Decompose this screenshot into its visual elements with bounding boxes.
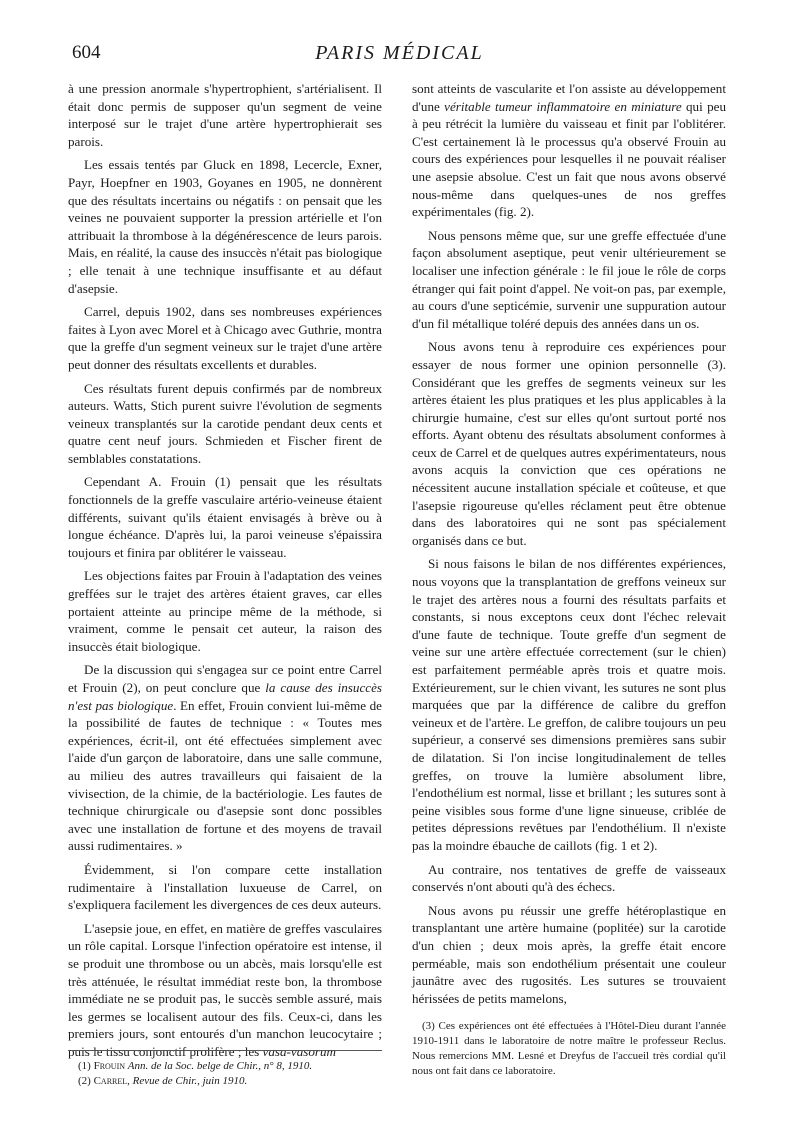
footnote-number: (1) (78, 1060, 91, 1072)
paragraph-text: L'asepsie joue, en effet, en matière de greffes vasculaires un rôle capital. Lorsque l'infection opératoire est intense, il se produit une thrombose ou un abcès, mais lorsqu'elle est très atténuée, le résultat immédiat reste bon, la thrombose immédiate ne se produit pas, le succès semble assuré, mais les germes se localisent autour des fils. Ceux-ci, dans les premiers jours, sont entourés d'un manchon leucocytaire ; puis le tissu conjonctif prolifère ; les (68, 920, 382, 1059)
paragraph: Carrel, depuis 1902, dans ses nombreuses expériences faites à Lyon avec Morel et à Chicago avec Guthrie, montra que la greffe d'un segment veineux sur le trajet d'une artère peut donner des résultats excellents et durables. (68, 304, 382, 372)
paragraph: Nous avons pu réussir une greffe hétéroplastique en transplantant une artère humaine (poplitée) sur la carotide d'un chien ; deux mois après, la greffe était encore perméable, mais son endothélium présentait une couleur jaunâtre avec des rugosités. Les sutures se trouvaient hérissées de petits mamelons, (412, 902, 726, 1006)
footnotes (68, 1050, 382, 1089)
paragraph: Au contraire, nos tentatives de greffe de vaisseaux conservés n'ont abouti qu'à des échecs. (412, 861, 726, 895)
paragraph: Nous avons tenu à reproduire ces expériences pour essayer de nous former une opinion personnelle (3). Considérant que les greffes de segments veineux sur les artères étaient les plus pratiques et les plus applicables à la chirurgie humaine, c'est sur elles qu'ont surtout porté nos efforts. Ayant obtenu des résultats absolument conformes à ceux de Carrel et de quelques autres expérimentateurs, nous avons acquis la conviction que ces opérations ne nécessitent aucune installation spéciale et coûteuse, et que l'asepsie rigoureuse qu'elles réclament peut être obtenue dans des laboratoires qui ne sont pas spécialement organisés dans ce but. (412, 339, 726, 548)
footnote-3 (412, 1019, 726, 1079)
right-column (412, 80, 726, 1013)
emphasis-text: véritable tumeur inflammatoire en miniature (444, 98, 682, 114)
paragraph: Nous pensons même que, sur une greffe effectuée d'une façon absolument aseptique, peut venir ultérieurement se localiser une infection générale : le fil joue le rôle de corps étranger qui fait point d'appel. Ne voit-on pas, par exemple, au cours d'une septicémie, survenir une suppuration autour d'un fil métallique toléré depuis des années dans un os. (412, 227, 726, 331)
paragraph: Les essais tentés par Gluck en 1898, Lecercle, Exner, Payr, Hoepfner en 1903, Goyanes en 1905, ne donnèrent que des résultats incertains ou négatifs : on pensait que les veines ne pouvaient supporter la pression artérielle et l'on attribuait la thrombose à la dégénérescence de leurs parois. Mais, en réalité, la cause des insuccès n'était pas biologique ; elle tenait à une technique insuffisante et au défaut d'asepsie. (68, 157, 382, 296)
footnote-source: Ann. de la Soc. belge de Chir., n° 8, 1910. (127, 1060, 313, 1072)
footnote-author: Carrel, (93, 1075, 130, 1087)
paragraph-text: De la discussion qui s'engagea sur ce point entre Carrel et Frouin (2), on peut conclure que (68, 662, 382, 695)
paragraph: Si nous faisons le bilan de nos différentes expériences, nous voyons que la transplantation de greffons veineux sur le trajet des artères nous a fourni des résultats parfaits et constants, si nous exceptons ceux dont l'échec relevait d'une faute de technique. Toute greffe d'un segment de veine sur une artère effectuée correctement (sur le chien) est parfaitement perméable après trois et quatre mois. Extérieurement, sur le chien vivant, les sutures ne sont plus marquées que par la différence de calibre du greffon veineux et de l'artère. Le greffon, de calibre toujours un peu supérieur, a conservé ses dimensions premières sans subir de dilatation. Si l'on incise longitudinalement de telles greffes, on trouve la lumière absolument libre, l'endothélium est normal, lisse et brillant ; les sutures sont à peine visibles sous forme d'une ligne sinueuse, criblée de petites dépressions revêtues par l'endothélium. Il n'existe pas la moindre ébauche de caillots (fig. 1 et 2). (412, 556, 726, 853)
paragraph: Évidemment, si l'on compare cette installation rudimentaire à l'installation luxueuse de Carrel, on s'expliquera facilement les divergences de ces deux auteurs. (68, 861, 382, 913)
paragraph (68, 661, 382, 855)
footnote-number: (2) (78, 1075, 91, 1087)
footnote-1 (68, 1059, 382, 1074)
paragraph: Cependant A. Frouin (1) pensait que les résultats fonctionnels de la greffe vasculaire artério-veineuse étaient différents, suivant qu'ils étaient envisagés à brève ou à longue échéance. D'après lui, la paroi veineuse s'épaissira toujours et finira par oblitérer le vaisseau. (68, 474, 382, 560)
footnote-text: (3) Ces expériences ont été effectuées à l'Hôtel-Dieu durant l'année 1910-1911 dans le laboratoire de notre maître le professeur Reclus. Nous remercions MM. Lesné et Dreyfus de l'accueil très cordial qu'il nous ont fait dans ce laboratoire. (412, 1020, 726, 1077)
paragraph (412, 80, 726, 221)
journal-title: PARIS MÉDICAL (315, 42, 484, 64)
paragraph: à une pression anormale s'hypertrophient, s'artérialisent. Il était donc permis de supposer qu'un segment de veine interposé sur le trajet d'une artère hypertrophierait ses parois. (68, 81, 382, 149)
paragraph (68, 920, 382, 1061)
footnote-source: Revue de Chir., juin 1910. (132, 1075, 248, 1087)
paragraph-text: sont atteints de vascularite et l'on assiste au développement d'une (412, 81, 726, 114)
paragraph: Les objections faites par Frouin à l'adaptation des veines greffées sur le trajet des artères étaient graves, car elles portaient atteinte au principe même de la méthode, si vraiment, comme le pensait cet auteur, la raison des insuccès était biologique. (68, 568, 382, 654)
left-column (68, 80, 382, 1066)
footnote-2 (68, 1074, 382, 1089)
paragraph-text: qui peu à peu rétrécit la lumière du vaisseau et finit par l'oblitérer. C'est certainement là le processus qu'a observé Frouin au cours des expériences pour lesquelles il ne pouvait réaliser une asepsie absolue. C'est un fait que nous avons observé nous-même dans quelques-unes de nos greffes expérimentales (fig. 2). (412, 98, 726, 220)
page-number: 604 (72, 42, 101, 63)
emphasis-text: la cause des insuccès n'est pas biologique (68, 680, 382, 713)
paragraph: Ces résultats furent depuis confirmés par de nombreux auteurs. Watts, Stich purent suivre l'évolution de segments veineux transplantés sur la carotide pendant deux cents et quatre cent neuf jours. Schmieden et Fischer firent de semblables constatations. (68, 380, 382, 466)
emphasis-text: vasa-vasorum (262, 1043, 337, 1059)
footnote-author: Frouin (93, 1060, 126, 1072)
page-header (72, 42, 727, 72)
paragraph-text: . En effet, Frouin convient lui-même de la possibilité de fautes de technique : « Toutes mes expériences, écrit-il, ont été effectuées simplement avec l'aide d'un garçon de laboratoire, dans une salle commune, au milieu des autres travailleurs qui faisaient de la vivisection, de la chimie, de la bactériologie. Les fautes de technique chirurgicale ou d'asepsie sont donc possibles avec une installation de fortune et des moyens de travail aussi rudimentaires. » (68, 697, 382, 854)
